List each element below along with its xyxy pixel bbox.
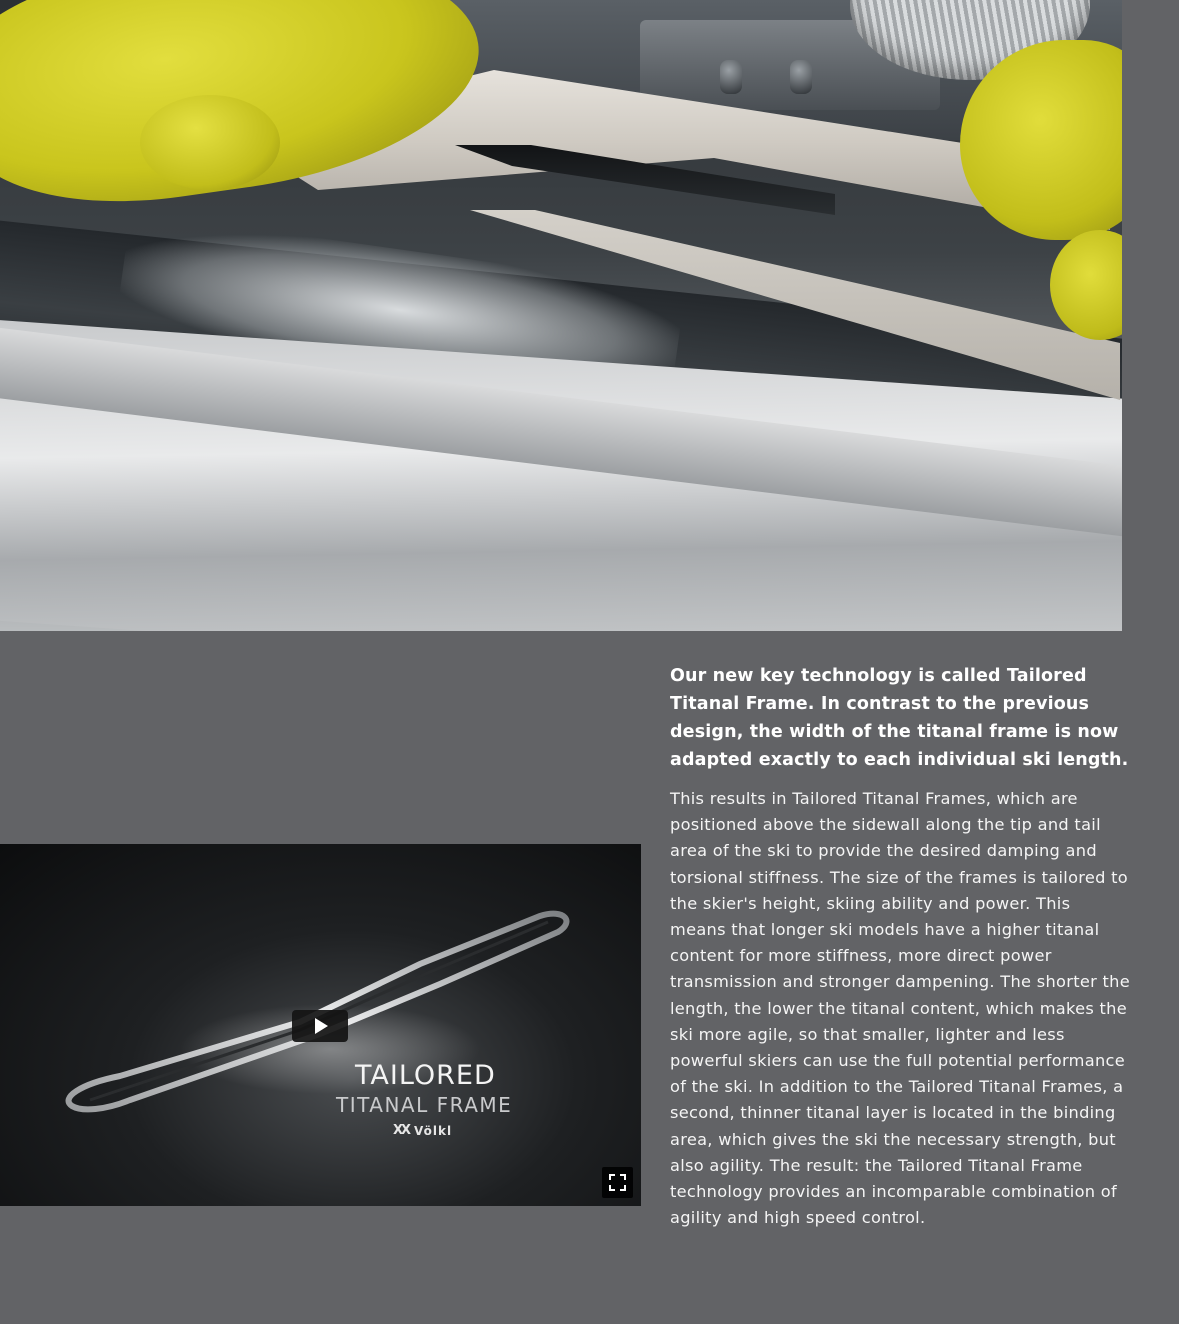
machine-bolt: [720, 60, 742, 94]
brand-name: Völkl: [414, 1123, 453, 1138]
article-body: This results in Tailored Titanal Frames, which are positioned above the sidewall along the tip and tail area of the ski to provide the desired damping and torsional stiffness. The size of the frames is tailored to the skier's height, skiing ability and power. This means that longer ski models have a higher titanal content for more stiffness, more direct power transmission and stronger dampening. The shorter the length, the lower the titanal content, which makes the ski more agile, so that smaller, lighter and less powerful skiers can use the full potential performance of the ski. In addition to the Tailored Titanal Frames, a second, thinner titanal layer is located in the binding area, which gives the ski the necessary strength, but also agility. The result: the Tailored Titanal Frame technology provides an incomparable combination of agility and high speed control.: [670, 789, 1130, 1228]
article-text: [670, 662, 1130, 1231]
video-player[interactable]: [0, 844, 641, 1206]
fullscreen-button[interactable]: [602, 1167, 633, 1198]
video-title-line2: TITANAL FRAME: [336, 1093, 513, 1117]
yellow-glove-finger: [140, 95, 280, 190]
article-lead: Our new key technology is called Tailored Titanal Frame. In contrast to the previous design, the width of the titanal frame is now adapted exactly to each individual ski length.: [670, 666, 1129, 770]
yellow-glove-right-finger: [1050, 230, 1122, 340]
video-title-line1: TAILORED: [355, 1060, 496, 1091]
machine-bolt: [790, 60, 812, 94]
video-brand-logo: [393, 1123, 452, 1138]
fullscreen-icon: [609, 1174, 626, 1191]
brand-mark-icon: XX: [393, 1123, 410, 1138]
play-button[interactable]: [292, 1010, 348, 1042]
play-icon: [315, 1018, 328, 1034]
hero-image: [0, 0, 1122, 631]
